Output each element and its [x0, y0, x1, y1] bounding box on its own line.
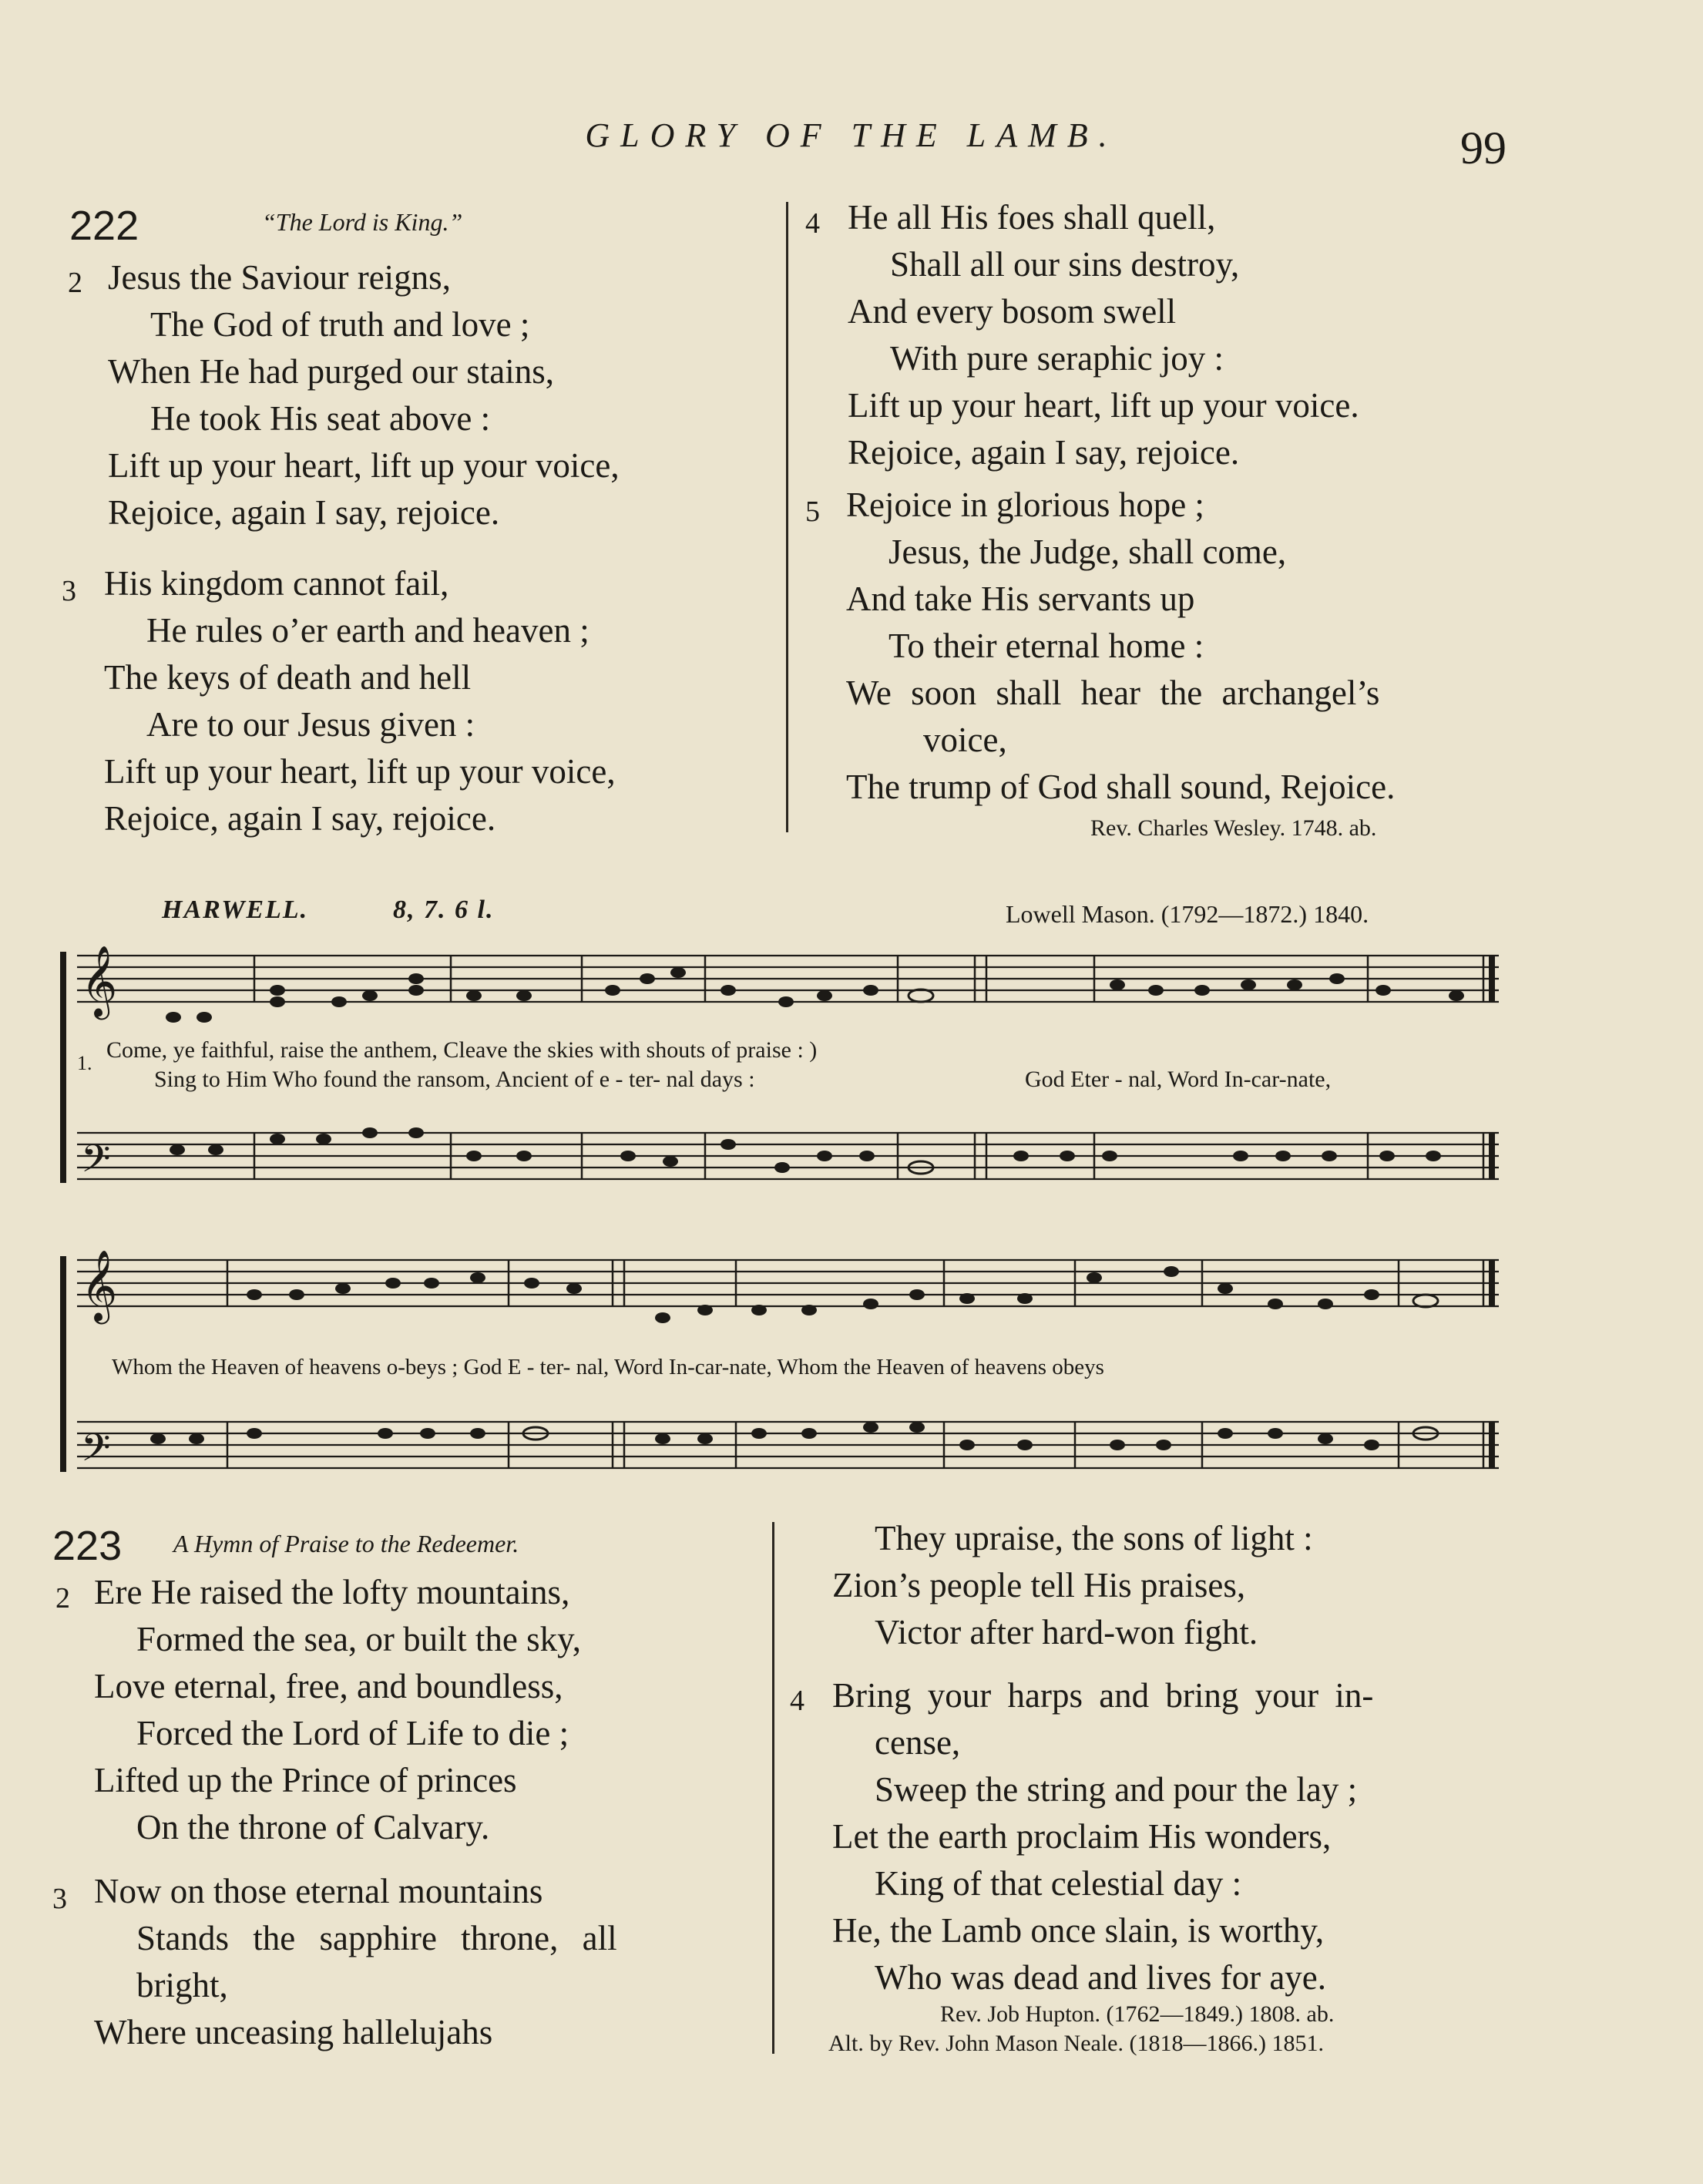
verse-line: voice,: [923, 721, 1007, 759]
verse-line: The trump of God shall sound, Rejoice.: [846, 768, 1396, 806]
verse-line: Where unceasing hallelujahs: [94, 2013, 493, 2051]
verse-line: Shall all our sins destroy,: [890, 245, 1240, 284]
verse-line: Lift up your heart, lift up your voice,: [104, 752, 616, 791]
verse-line: With pure seraphic joy :: [890, 339, 1224, 378]
verse-line: When He had purged our stains,: [108, 352, 555, 391]
verse-line: And take His servants up: [846, 580, 1195, 618]
bass-clef-icon: 𝄢: [81, 1138, 111, 1189]
tune-lyrics-line-2: Sing to Him Who found the ransom, Ancient of e - ter- nal days :: [154, 1067, 755, 1092]
hymn-222-title: “The Lord is King.”: [262, 208, 463, 236]
verse-line: Forced the Lord of Life to die ;: [136, 1714, 569, 1752]
verse-line: His kingdom cannot fail,: [104, 564, 449, 603]
tune-composer: Lowell Mason. (1792—1872.) 1840.: [1006, 900, 1369, 928]
verse-line: Jesus, the Judge, shall come,: [888, 533, 1287, 571]
verse-number: 4: [790, 1685, 804, 1717]
verse-line: Are to our Jesus given :: [146, 705, 475, 744]
verse-line: We soon shall hear the archangel’s: [846, 674, 1380, 712]
verse-line: Victor after hard-won fight.: [875, 1613, 1258, 1651]
hymn-222-credit: Rev. Charles Wesley. 1748. ab.: [1090, 815, 1377, 841]
verse-line: They upraise, the sons of light :: [875, 1519, 1313, 1557]
treble-clef-icon: 𝄞: [81, 948, 118, 1016]
system-2-bass-staff: [77, 1422, 1499, 1468]
treble-clef-icon: 𝄞: [81, 1252, 118, 1320]
verse-line: He rules o’er earth and heaven ;: [146, 611, 590, 650]
verse-line: Formed the sea, or built the sky,: [136, 1620, 581, 1658]
tune-name: HARWELL.: [162, 895, 309, 924]
verse-line: To their eternal home :: [888, 627, 1204, 665]
verse-line: Rejoice, again I say, rejoice.: [104, 799, 496, 838]
bass-clef-icon: 𝄢: [81, 1427, 111, 1478]
verse-line: Now on those eternal mountains: [94, 1872, 543, 1910]
verse-line: Love eternal, free, and boundless,: [94, 1667, 563, 1705]
verse-line: Jesus the Saviour reigns,: [108, 258, 451, 297]
verse-line: Rejoice, again I say, rejoice.: [108, 493, 500, 532]
verse-number: 3: [52, 1883, 67, 1915]
hymn-223-verse-2: [94, 1569, 581, 1851]
page-number: 99: [1460, 123, 1506, 173]
verse-line: King of that celestial day :: [875, 1864, 1242, 1903]
verse-line: The God of truth and love ;: [150, 305, 530, 344]
verse-number: 2: [68, 267, 82, 299]
verse-line: Bring your harps and bring your in-: [832, 1676, 1374, 1715]
verse-line: He, the Lamb once slain, is worthy,: [832, 1911, 1325, 1950]
verse-line: Sweep the string and pour the lay ;: [875, 1770, 1358, 1809]
hymn-223-title: A Hymn of Praise to the Redeemer.: [173, 1530, 519, 1557]
verse-line: Lifted up the Prince of princes: [94, 1761, 517, 1799]
verse-line: Let the earth proclaim His wonders,: [832, 1817, 1332, 1856]
column-divider: [772, 1522, 774, 2054]
hymn-223-verse-4: [832, 1672, 1373, 2001]
hymn-223-credit-2: Alt. by Rev. John Mason Neale. (1818—1866.) 1851.: [828, 2031, 1324, 2056]
verse-line: Zion’s people tell His praises,: [832, 1566, 1246, 1604]
hymn-223-verse-3: [94, 1868, 617, 2056]
verse-number: 4: [805, 207, 820, 240]
system-1-bass-notes: [170, 1127, 1441, 1173]
system-2-treble-staff: [77, 1260, 1499, 1306]
verse-line: Lift up your heart, lift up your voice,: [108, 446, 620, 485]
tune-lyrics-line-2b: God Eter - nal, Word In-car-nate,: [1025, 1067, 1332, 1092]
system-1-treble-notes: [166, 967, 1464, 1023]
system-2-bracket: [60, 1256, 66, 1472]
tune-lyrics-line-1: Come, ye faithful, raise the anthem, Cleave the skies with shouts of praise : ): [106, 1037, 818, 1063]
hymn-222-number: 222: [69, 203, 139, 249]
tune-meter: 8, 7. 6 l.: [393, 895, 495, 924]
verse-line: Rejoice, again I say, rejoice.: [848, 433, 1240, 472]
verse-number: 5: [805, 496, 820, 528]
system-1-bracket: [60, 952, 66, 1183]
system-2-bass-notes: [150, 1422, 1379, 1450]
verse-line: Ere He raised the lofty mountains,: [94, 1573, 570, 1611]
hymn-223-verse-continued: [832, 1515, 1313, 1656]
running-title: GLORY OF THE LAMB.: [585, 116, 1118, 154]
verse-line: The keys of death and hell: [104, 658, 472, 697]
verse-line: He took His seat above :: [150, 399, 491, 438]
verse-line: He all His foes shall quell,: [848, 198, 1216, 237]
verse-line: Who was dead and lives for aye.: [875, 1958, 1327, 1997]
tune-verse-marker: 1.: [77, 1052, 92, 1074]
verse-line: Stands the sapphire throne, all: [136, 1919, 617, 1957]
verse-line: On the throne of Calvary.: [136, 1808, 490, 1846]
verse-line: And every bosom swell: [848, 292, 1177, 331]
verse-line: bright,: [136, 1966, 228, 2004]
hymn-223-number: 223: [52, 1523, 123, 1569]
system-1-treble-staff: [77, 956, 1499, 1002]
verse-number: 2: [55, 1582, 70, 1614]
verse-line: cense,: [875, 1723, 961, 1762]
verse-line: Rejoice in glorious hope ;: [846, 486, 1204, 524]
hymn-223-credit-1: Rev. Job Hupton. (1762—1849.) 1808. ab.: [940, 2001, 1335, 2027]
verse-number: 3: [62, 575, 76, 607]
tune-lyrics-line-3: Whom the Heaven of heavens o-beys ; God E - ter- nal, Word In-car-nate, Whom the Heaven of heavens obeys: [112, 1355, 1104, 1379]
verse-line: Lift up your heart, lift up your voice.: [848, 386, 1359, 425]
